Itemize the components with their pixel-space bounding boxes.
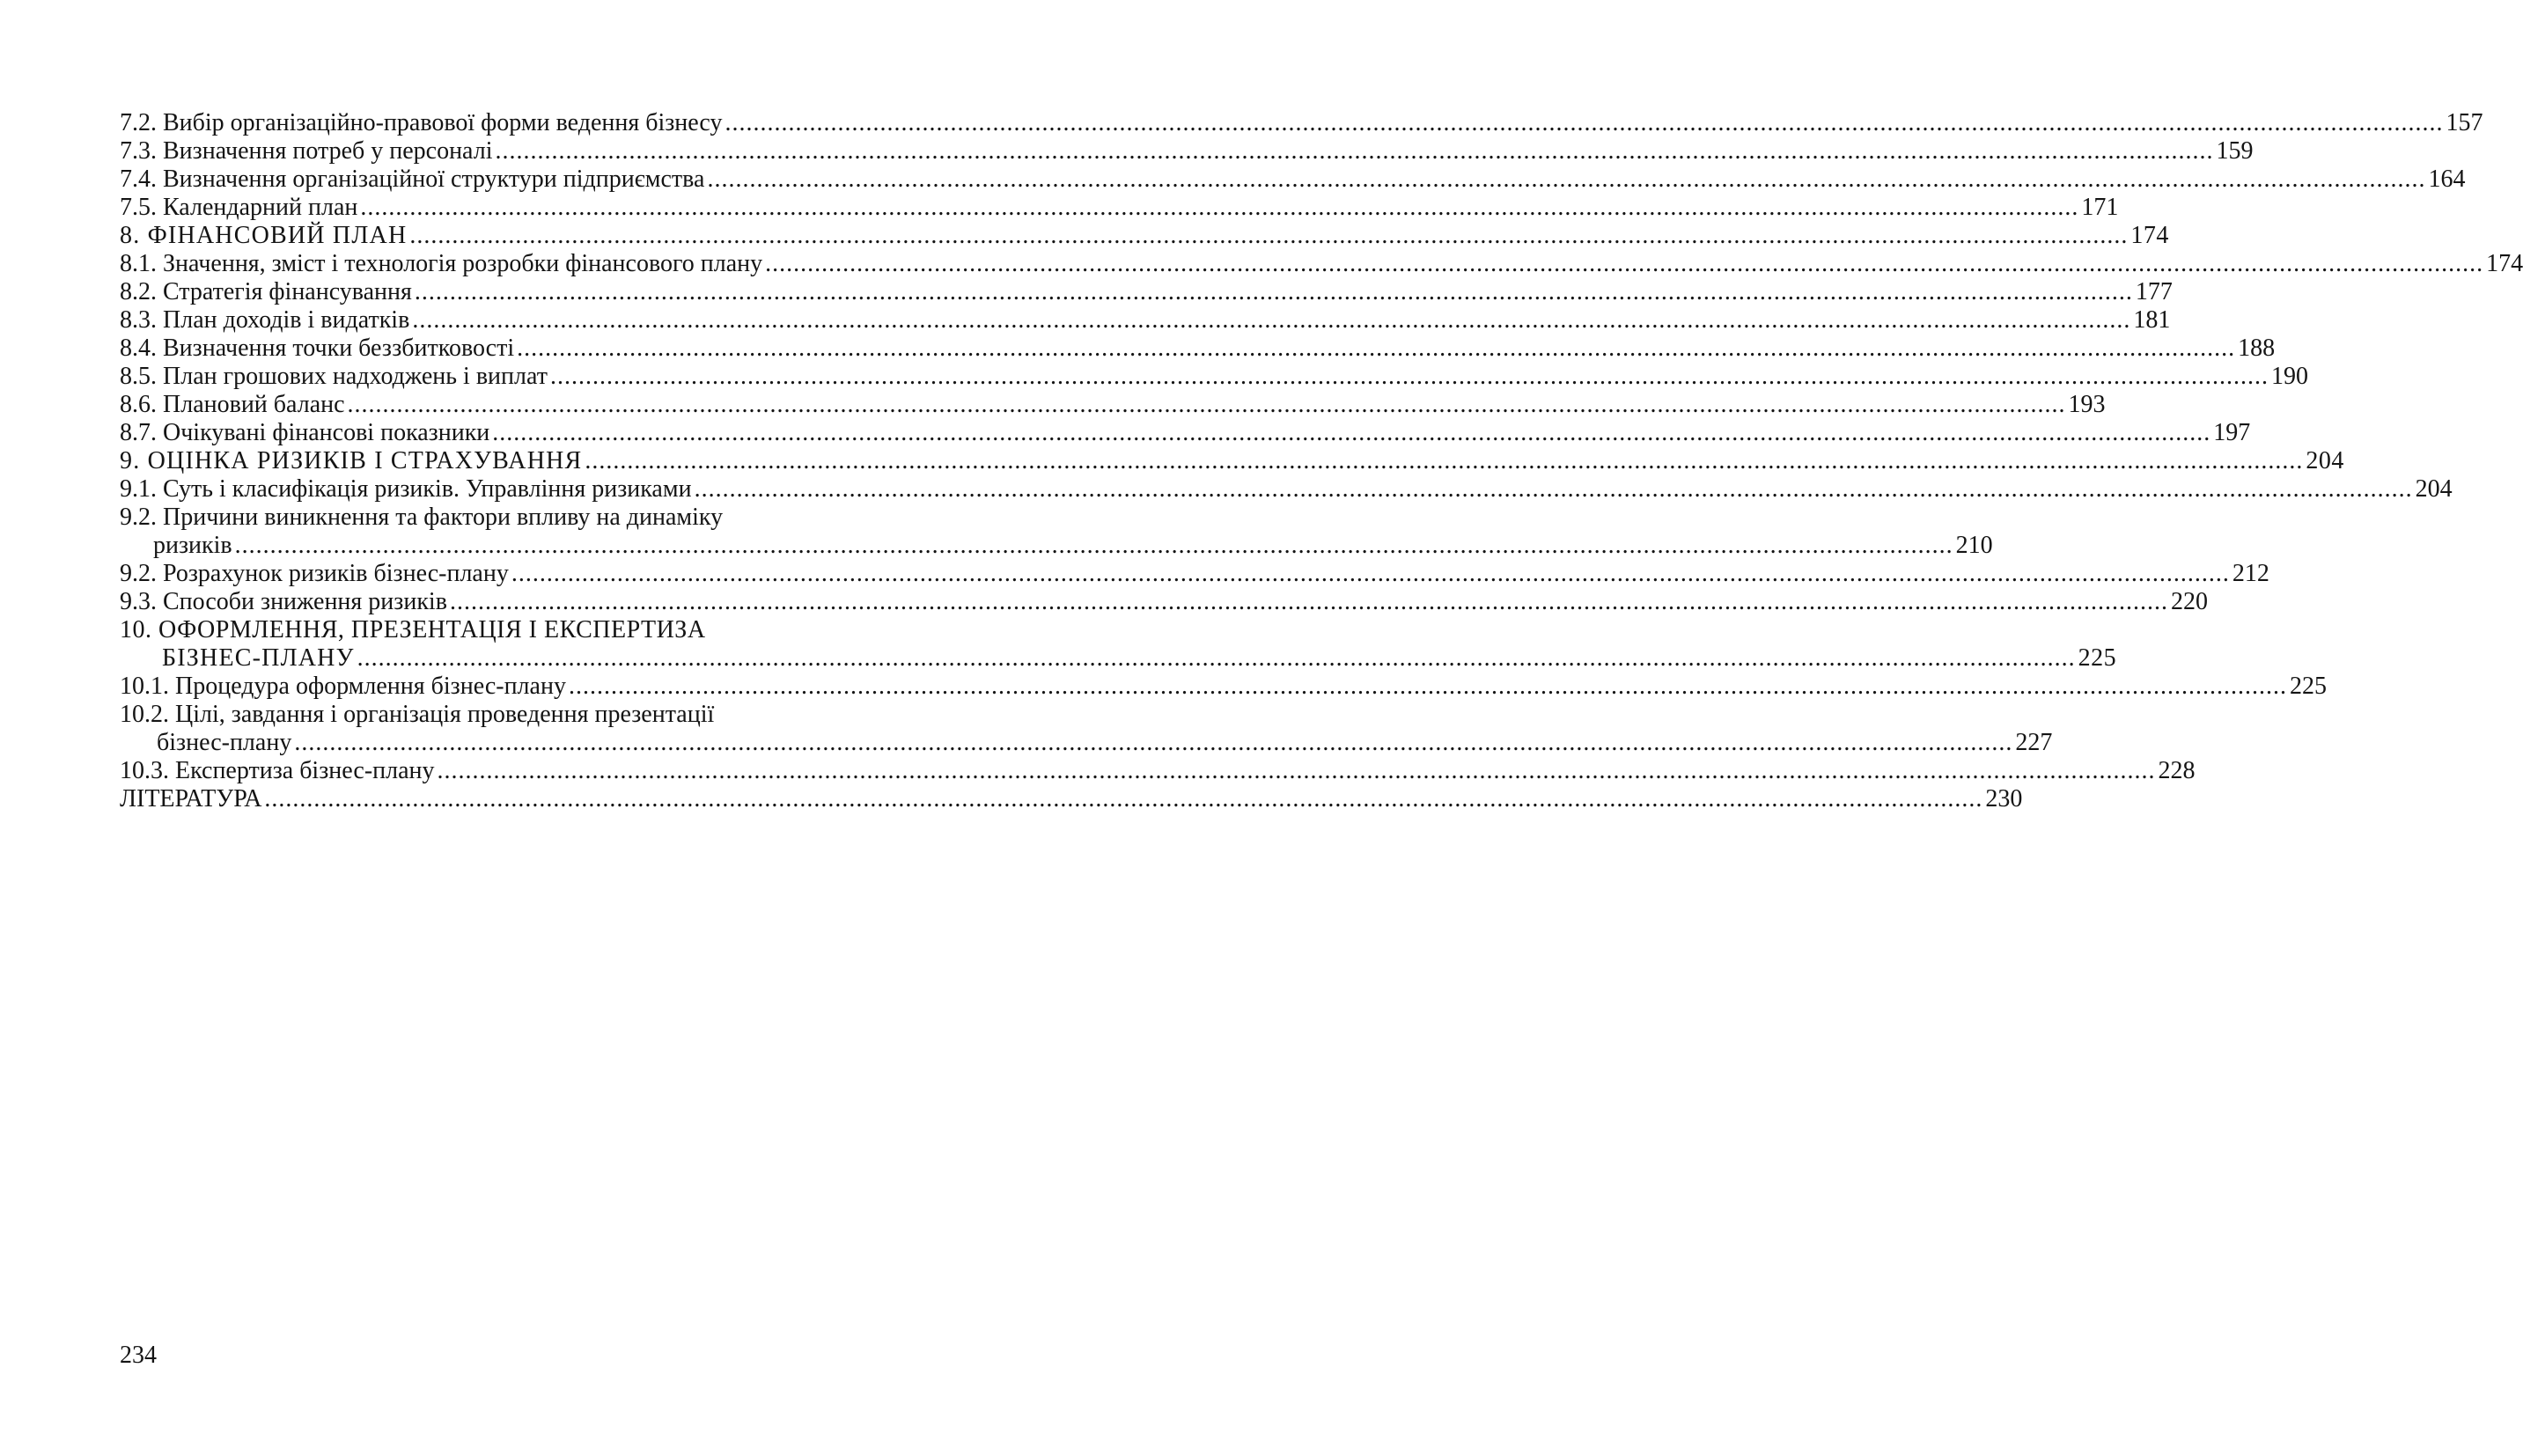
toc-entry-title: 7.3. Визначення потреб у персоналі [120, 137, 493, 165]
toc-entry-page: 174 [2130, 222, 2169, 249]
toc-entry-page: 197 [2213, 419, 2251, 446]
toc-entry [120, 250, 2523, 278]
toc-leader-dots [450, 588, 2168, 616]
toc-entry-title-line1: 9.2. Причини виникнення та фактори впливу на динаміку [120, 504, 724, 531]
toc-entry [120, 391, 2106, 419]
toc-leader-dots [438, 757, 2156, 785]
toc-entry [120, 278, 2173, 306]
toc-entry-title: 8.2. Стратегія фінансування [120, 278, 412, 305]
toc-entry-page: 171 [2081, 194, 2119, 221]
toc-entry [120, 504, 1993, 560]
page-number: 234 [120, 1342, 157, 1369]
toc-entry [120, 165, 2466, 194]
toc-entry-page: 157 [2446, 109, 2483, 136]
toc-entry [120, 588, 2208, 616]
toc-entry [120, 194, 2119, 222]
toc-entry [120, 560, 2269, 588]
toc-entry-title: 10.3. Експертиза бізнес-плану [120, 757, 435, 784]
toc-leader-dots [492, 419, 2210, 447]
toc-entry-title-line1: 10.2. Цілі, завдання і організація проведення презентації [120, 701, 715, 728]
toc-entry [120, 757, 2196, 785]
toc-entry-title-line2: бізнес-плану [157, 729, 292, 756]
toc-chapter-entry [120, 616, 2117, 673]
toc-leader-dots [412, 306, 2130, 335]
toc-entry-title: 9.3. Способи зниження ризиків [120, 588, 447, 615]
toc-leader-dots [235, 532, 1953, 560]
toc-entry-title: 8.6. Плановий баланс [120, 391, 345, 418]
toc-entry [120, 363, 2308, 391]
toc-leader-dots [357, 644, 2076, 673]
toc-entry [120, 475, 2453, 504]
toc-entry-page: 181 [2133, 306, 2171, 334]
table-of-contents [120, 109, 2523, 813]
toc-chapter-title-line1: 10. ОФОРМЛЕННЯ, ПРЕЗЕНТАЦІЯ І ЕКСПЕРТИЗА [120, 616, 706, 643]
toc-chapter-title: 9. ОЦІНКА РИЗИКІВ І СТРАХУВАННЯ [120, 447, 583, 474]
toc-entry-title: 7.5. Календарний план [120, 194, 358, 221]
toc-leader-dots [707, 165, 2425, 194]
toc-entry-page: 225 [2289, 673, 2327, 700]
toc-chapter-entry [120, 447, 2344, 475]
toc-leader-dots [765, 250, 2483, 278]
toc-entry-page: 230 [1985, 785, 2023, 813]
toc-entry-page: 212 [2232, 560, 2269, 587]
toc-entry-title: 7.2. Вибір організаційно-правової форми ведення бізнесу [120, 109, 723, 136]
toc-entry-page: 225 [2078, 644, 2117, 672]
toc-entry-page: 204 [2415, 475, 2453, 503]
toc-entry [120, 785, 2023, 813]
toc-entry-page: 188 [2238, 335, 2276, 362]
toc-entry-page: 193 [2068, 391, 2106, 418]
toc-leader-dots [264, 785, 1982, 813]
toc-leader-dots [294, 729, 2012, 757]
toc-entry-page: 210 [1955, 532, 1993, 559]
toc-leader-dots [496, 137, 2214, 165]
toc-entry-page: 159 [2216, 137, 2254, 165]
toc-leader-dots [511, 560, 2230, 588]
toc-leader-dots [585, 447, 2303, 475]
toc-leader-dots [725, 109, 2443, 137]
toc-leader-dots [569, 673, 2287, 701]
toc-entry [120, 137, 2254, 165]
toc-entry-title: ЛІТЕРАТУРА [120, 785, 262, 813]
toc-leader-dots [360, 194, 2078, 222]
toc-entry [120, 701, 2053, 757]
toc-entry-title: 10.1. Процедура оформлення бізнес-плану [120, 673, 566, 700]
toc-entry-page: 174 [2486, 250, 2523, 277]
toc-entry-page: 227 [2015, 729, 2053, 756]
toc-entry-page: 220 [2170, 588, 2208, 615]
toc-entry [120, 335, 2276, 363]
toc-entry-page: 228 [2158, 757, 2196, 784]
toc-entry [120, 673, 2327, 701]
toc-entry-page: 164 [2428, 165, 2466, 193]
toc-chapter-title: 8. ФІНАНСОВИЙ ПЛАН [120, 222, 408, 249]
toc-entry-page: 190 [2270, 363, 2308, 390]
toc-chapter-title-line2: БІЗНЕС-ПЛАНУ [162, 644, 355, 672]
toc-leader-dots [550, 363, 2269, 391]
toc-entry-title: 9.2. Розрахунок ризиків бізнес-плану [120, 560, 509, 587]
toc-entry-title: 8.3. План доходів і видатків [120, 306, 410, 334]
toc-entry [120, 419, 2251, 447]
toc-chapter-entry [120, 222, 2169, 250]
toc-leader-dots [517, 335, 2235, 363]
toc-entry-title: 8.1. Значення, зміст і технологія розробки фінансового плану [120, 250, 763, 277]
toc-leader-dots [415, 278, 2133, 306]
toc-entry-title: 8.5. План грошових надходжень і виплат [120, 363, 548, 390]
toc-entry-page: 204 [2306, 447, 2344, 474]
toc-leader-dots [409, 222, 2128, 250]
toc-entry-page: 177 [2135, 278, 2173, 305]
toc-entry-title: 9.1. Суть і класифікація ризиків. Управління ризиками [120, 475, 692, 503]
toc-entry-title-line2: ризиків [153, 532, 232, 559]
toc-entry-title: 7.4. Визначення організаційної структури підприємства [120, 165, 705, 193]
toc-entry [120, 109, 2483, 137]
toc-leader-dots [695, 475, 2413, 504]
toc-entry-title: 8.7. Очікувані фінансові показники [120, 419, 490, 446]
toc-entry [120, 306, 2171, 335]
toc-entry-title: 8.4. Визначення точки беззбитковості [120, 335, 515, 362]
toc-leader-dots [348, 391, 2066, 419]
